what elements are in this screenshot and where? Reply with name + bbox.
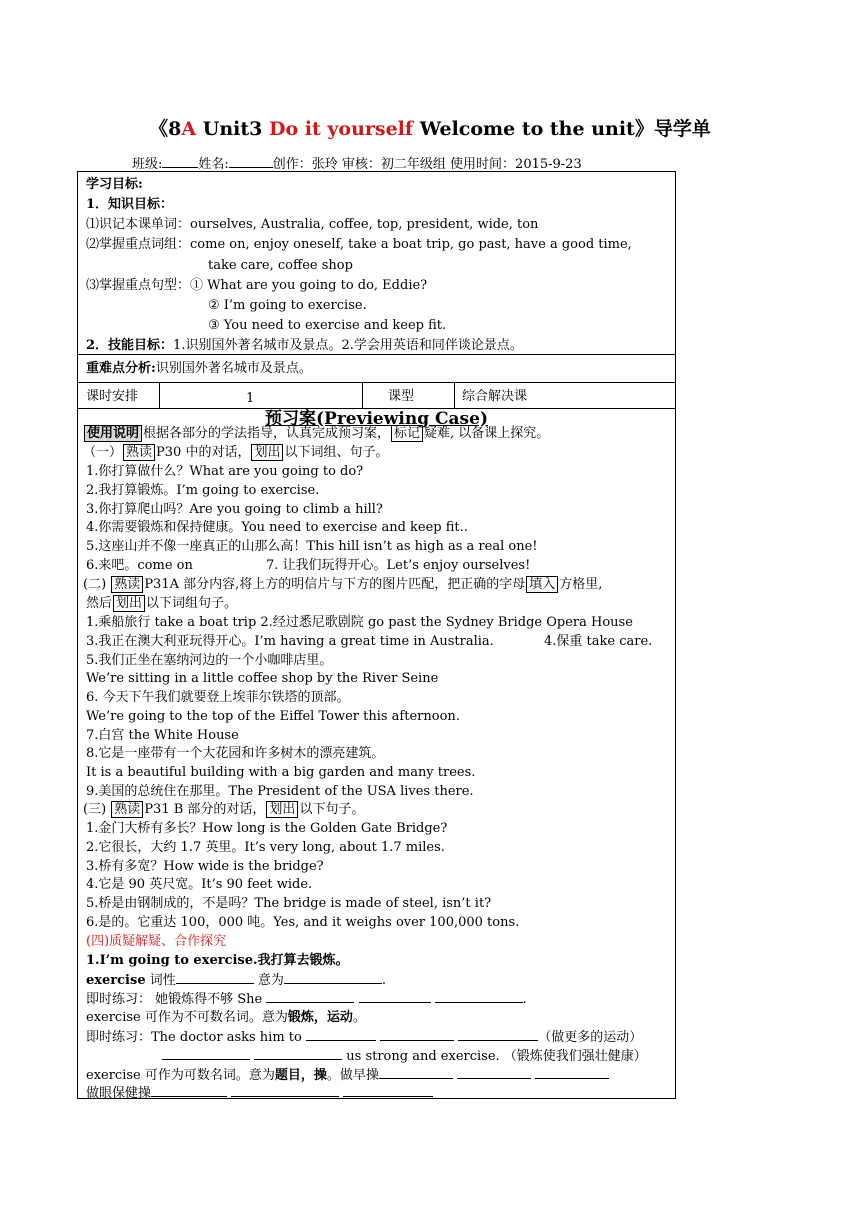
list-item: 6.来吧。come on — [86, 558, 193, 573]
usage-instructions: 使用说明 根据各部分的学法指导，认真完成预习案， 标记 疑难, 以备课上探究。 — [83, 425, 549, 442]
divider — [78, 382, 675, 383]
worksheet-table — [77, 171, 676, 1099]
answer-blank[interactable] — [231, 1084, 339, 1097]
practice-line-1: 即时练习： 她锻炼得不够 She . — [86, 992, 527, 1007]
answer-blank[interactable] — [306, 1028, 376, 1041]
section-4-heading: (四)质疑解疑、合作探究 — [86, 934, 227, 949]
practice-line-2: 即时练习：The doctor asks him to （做更多的运动） — [86, 1030, 643, 1045]
list-item: 6. 今天下午我们就要登上埃菲尔铁塔的顶部。 — [86, 690, 350, 705]
words-line: ⑴识记本课单词：ourselves, Australia, coffee, top, president, wide, ton — [86, 217, 539, 232]
schedule-label: 课时安排 — [86, 389, 139, 404]
eye-exercise-line: 做眼保健操 — [86, 1084, 433, 1102]
preview-title: 预习案(Previewing Case) — [265, 409, 488, 429]
practice-line-2b: us strong and exercise. （锻炼使我们强壮健康） — [162, 1047, 647, 1065]
list-item: We’re sitting in a little coffee shop by the River Seine — [86, 671, 439, 686]
answer-blank[interactable] — [266, 990, 354, 1003]
objectives-heading: 学习目标: — [86, 177, 143, 192]
list-item: 2.它很长，大约 1.7 英里。It’s very long, about 1.7 miles. — [86, 840, 445, 855]
key-sentence: 1.I’m going to exercise.我打算去锻炼。 — [86, 953, 349, 968]
sentence-2: ② I’m going to exercise. — [208, 298, 367, 313]
list-item: 4.保重 take care. — [544, 634, 653, 649]
list-item: 4.它是 90 英尺宽。It’s 90 feet wide. — [86, 877, 313, 892]
list-item: 3.桥有多宽？How wide is the bridge? — [86, 859, 324, 874]
answer-blank[interactable] — [380, 1028, 454, 1041]
list-item: 5.这座山并不像一座真正的山那么高！This hill isn’t as high as a real one! — [86, 539, 538, 554]
section-3-heading: (三) 熟读 P31 B 部分的对话， 划出 以下句子。 — [83, 802, 365, 817]
key-points-line: 重难点分析:识别国外著名城市及景点。 — [86, 361, 312, 376]
answer-blank[interactable] — [458, 1028, 538, 1041]
sentence-3: ③ You need to exercise and keep fit. — [208, 318, 447, 333]
list-item: 8.它是一座带有一个大花园和许多树木的漂亮建筑。 — [86, 746, 385, 761]
answer-blank[interactable] — [176, 971, 254, 984]
uncountable-note: exercise 可作为不可数名词。意为锻炼，运动。 — [86, 1010, 366, 1025]
course-type-value: 综合解决课 — [462, 389, 528, 404]
exercise-line: exercise 词性 意为 . — [86, 973, 387, 988]
answer-blank[interactable] — [151, 1084, 227, 1097]
list-item: 1.乘船旅行 take a boat trip 2.经过悉尼歌剧院 go past the Sydney Bridge Opera House — [86, 615, 633, 630]
list-item: 3.你打算爬山吗？Are you going to climb a hill? — [86, 502, 383, 517]
info-line: 班级: 姓名: 创作：张玲 审核：初二年级组 使用时间：2015-9-23 — [132, 157, 582, 172]
list-item: 7.白宫 the White House — [86, 728, 239, 743]
list-item: 1.金门大桥有多长？How long is the Golden Gate Bridge? — [86, 821, 448, 836]
answer-blank[interactable] — [379, 1066, 453, 1079]
course-type-label: 课型 — [388, 389, 415, 404]
list-item: 5.桥是由钢制成的，不是吗？The bridge is made of steel, isn’t it? — [86, 896, 492, 911]
list-item: 6.是的。它重达 100，000 吨。Yes, and it weighs over 100,000 tons. — [86, 915, 520, 930]
section-2-heading-line2: 然后 划出 以下词组句子。 — [86, 596, 238, 611]
list-item: 7. 让我们玩得开心。Let’s enjoy ourselves! — [266, 558, 531, 573]
answer-blank[interactable] — [162, 1047, 250, 1060]
sentences-line: ⑶掌握重点句型：① What are you going to do, Eddie? — [86, 278, 428, 293]
phrases-line: ⑵掌握重点词组：come on, enjoy oneself, take a boat trip, go past, have a good time, — [86, 237, 632, 252]
knowledge-heading: 1．知识目标： — [86, 197, 174, 212]
phrases-line-2: take care, coffee shop — [208, 258, 353, 273]
list-item: 4.你需要锻炼和保持健康。You need to exercise and keep fit.. — [86, 520, 468, 535]
answer-blank[interactable] — [535, 1066, 609, 1079]
list-item: 3.我正在澳大利亚玩得开心。I’m having a great time in Australia. — [86, 634, 494, 649]
document-title: 《8A Unit3 Do it yourself Welcome to the unit》导学单 — [149, 118, 711, 140]
divider — [78, 354, 675, 355]
list-item: 9.美国的总统住在那里。The President of the USA lives there. — [86, 784, 474, 799]
answer-blank[interactable] — [457, 1066, 531, 1079]
list-item: 5.我们正坐在塞纳河边的一个小咖啡店里。 — [86, 653, 333, 668]
section-1-heading: （一） 熟读 P30 中的对话， 划出 以下词组、句子。 — [83, 445, 389, 460]
answer-blank[interactable] — [435, 990, 523, 1003]
answer-blank[interactable] — [343, 1084, 433, 1097]
countable-note: exercise 可作为可数名词。意为题目，操。做早操 — [86, 1066, 609, 1084]
answer-blank[interactable] — [284, 971, 382, 984]
list-item: 1.你打算做什么？What are you going to do? — [86, 464, 364, 479]
answer-blank[interactable] — [359, 990, 431, 1003]
answer-blank[interactable] — [254, 1047, 342, 1060]
section-2-heading: (二) 熟读 P31A 部分内容,将上方的明信片与下方的图片匹配，把正确的字母 填入 方格里, — [83, 577, 603, 592]
list-item: We’re going to the top of the Eiffel Tower this afternoon. — [86, 709, 460, 724]
list-item: 2.我打算锻炼。I’m going to exercise. — [86, 483, 320, 498]
skills-line: 2．技能目标：1.识别国外著名城市及景点。2.学会用英语和同伴谈论景点。 — [86, 338, 523, 353]
schedule-value: 1 — [246, 391, 255, 406]
list-item: It is a beautiful building with a big garden and many trees. — [86, 765, 476, 780]
